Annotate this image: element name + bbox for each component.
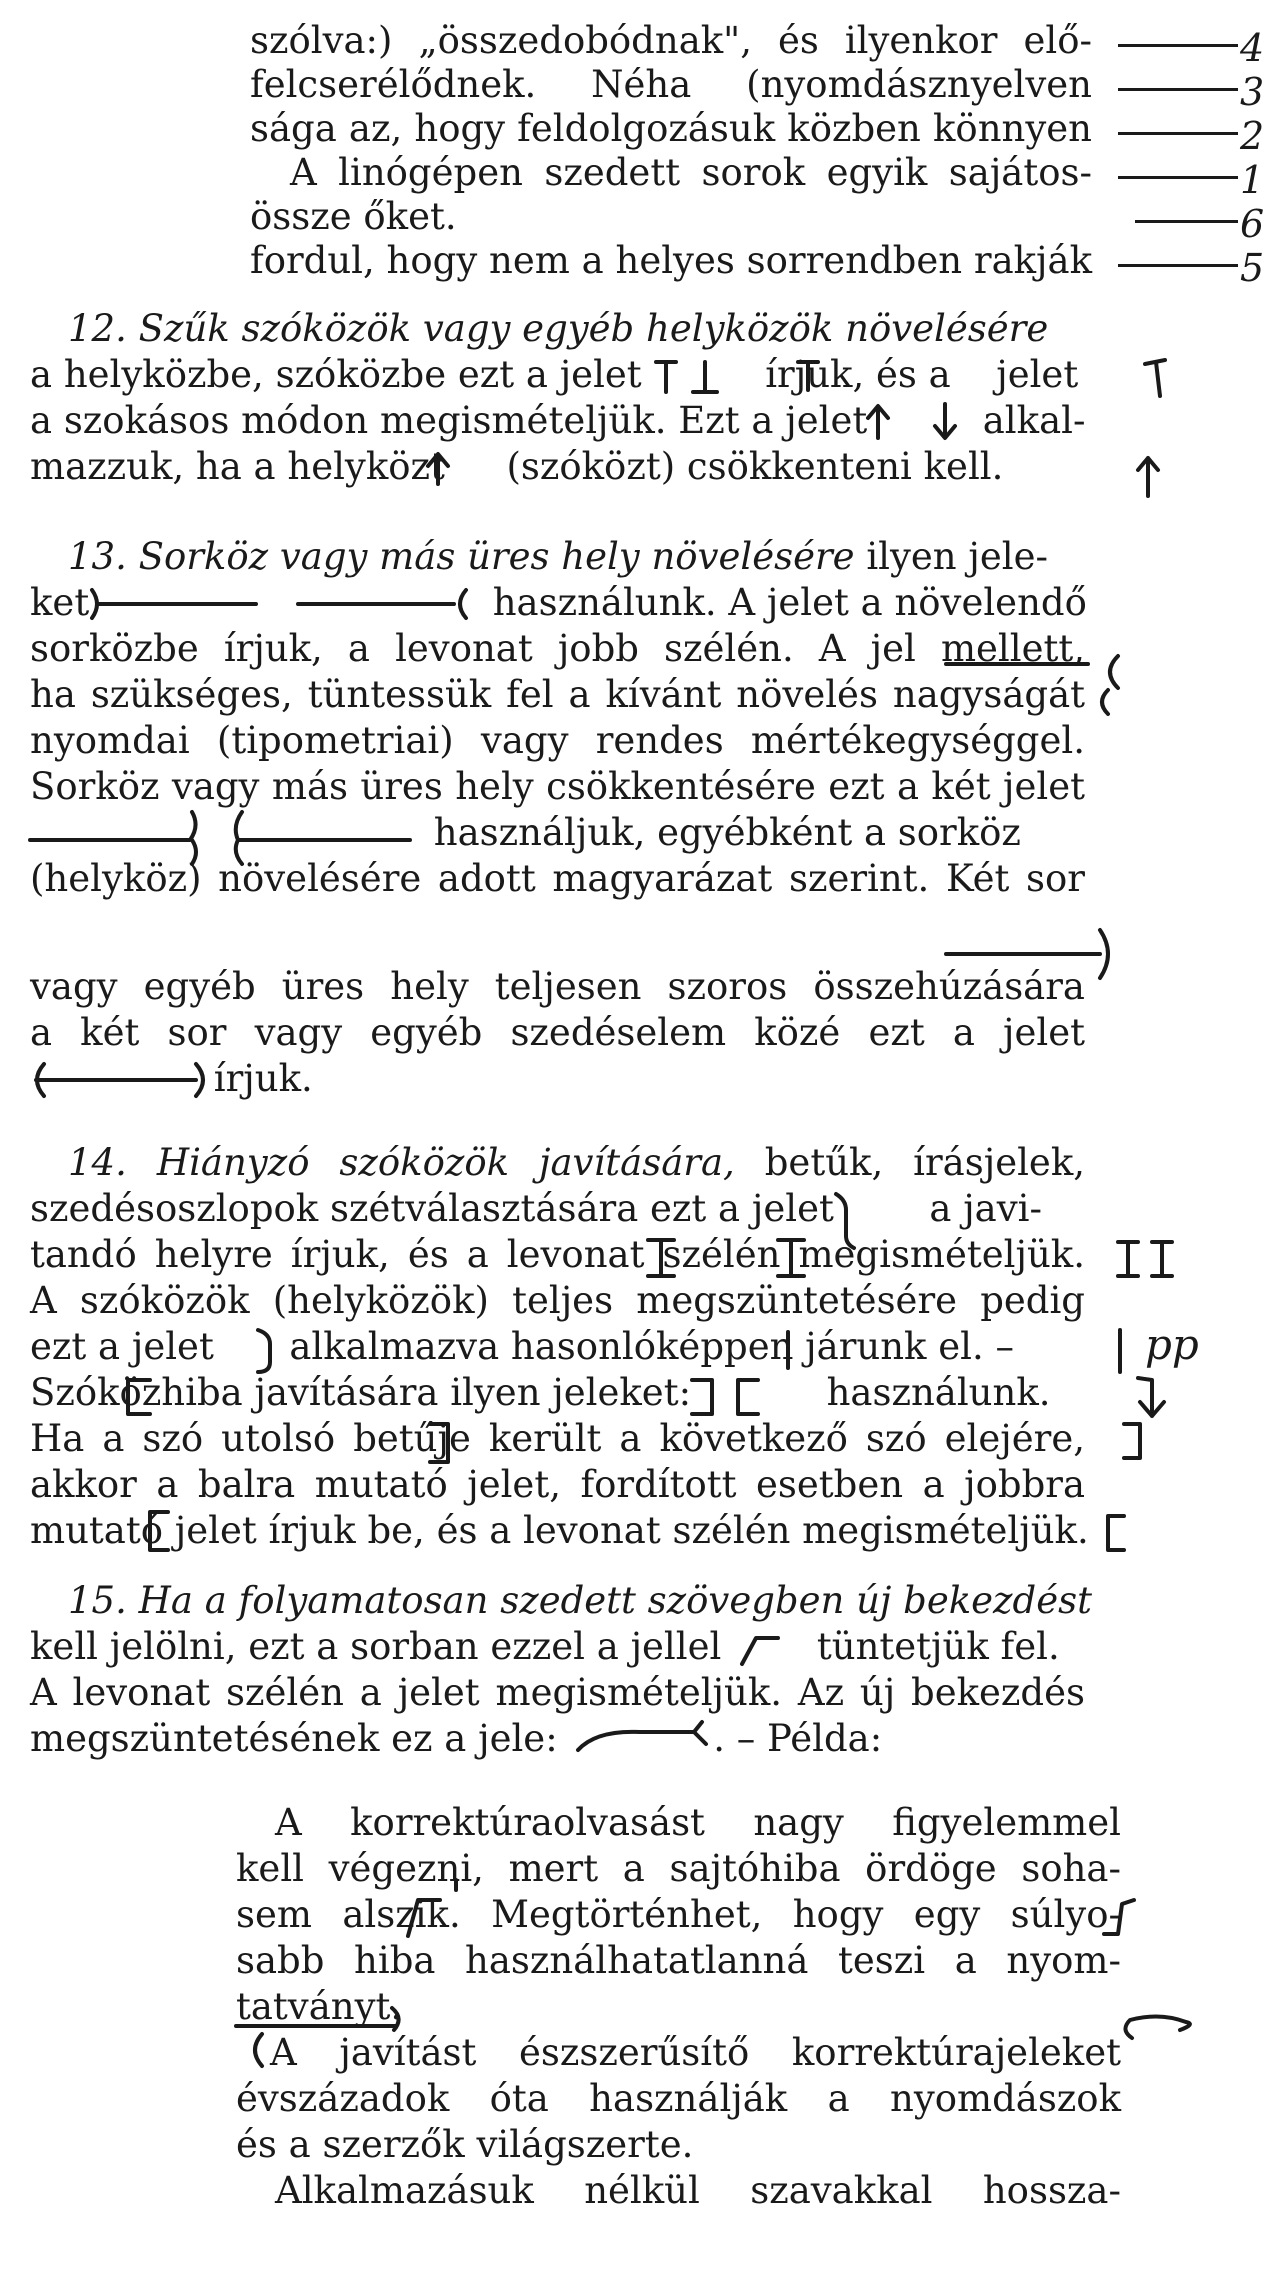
section-title: Sorköz vagy más üres hely növelésére — [138, 535, 855, 578]
section-title: Szűk szóközök vagy egyéb helyközök növelésére — [138, 307, 1049, 350]
example-line-3: sem alszik. Megtörténhet, hogy egy súlyo- — [236, 1893, 1121, 1936]
example-line-1: A korrektúraolvasást nagy figyelemmel — [275, 1801, 1121, 1844]
top-line-4: A linógépen szedett sorok egyik sajátos- — [290, 151, 1092, 194]
line-order-number: 5 — [1240, 246, 1265, 290]
text-run: a helyközbe, szóközbe ezt a jelet — [30, 353, 642, 396]
text-run: alkalmazva hasonlóképpen járunk el. – — [289, 1325, 1014, 1368]
text-run: használjuk, egyébként a sorköz — [433, 811, 1021, 854]
line-order-number: 1 — [1240, 158, 1265, 202]
example-line-5: tatványt. — [236, 1985, 403, 2028]
section-number: 15. — [68, 1579, 127, 1622]
text-run: mazzuk, ha a helyközt — [30, 445, 445, 488]
section-14-line-7: Ha a szó utolsó betűje került a következő szó elejére, — [30, 1417, 1085, 1460]
line-order-number: 6 — [1240, 202, 1265, 246]
section-14-line-4: A szóközök (helyközök) teljes megszüntetésére pedig — [30, 1279, 1085, 1322]
text-run: ezt a jelet — [30, 1325, 214, 1368]
line-order-number: 3 — [1240, 70, 1265, 114]
line-order-number: 4 — [1240, 26, 1265, 70]
text-run: jelet — [996, 353, 1079, 396]
text-run: megszüntetésének ez a jele: — [30, 1717, 558, 1760]
text-run: alkal- — [982, 399, 1086, 442]
text-run: . – Példa: — [713, 1717, 883, 1760]
example-line-9: Alkalmazásuk nélkül szavakkal hossza- — [275, 2169, 1121, 2212]
example-line-2: kell végezni, mert a sajtóhiba ördöge soha- — [236, 1847, 1121, 1890]
text-run: írjuk. — [213, 1057, 313, 1100]
top-line-1: szólva:) „összedobódnak", és ilyenkor elő- — [250, 19, 1092, 62]
section-14-line-8: akkor a balra mutató jelet, fordított esetben a jobbra — [30, 1463, 1085, 1506]
text-run: tüntetjük fel. — [816, 1625, 1060, 1668]
text-run: használunk. A jelet a növelendő — [492, 581, 1087, 624]
section-13-line-5: nyomdai (tipometriai) vagy rendes mértékegységgel. — [30, 719, 1085, 762]
run-on-mark-icon — [236, 2008, 399, 2030]
text-run: kell jelölni, ezt a sorban ezzel a jellel — [30, 1625, 722, 1668]
section-13-line-10: a két sor vagy egyéb szedéselem közé ezt a jelet — [30, 1011, 1085, 1054]
section-number: 14. — [68, 1141, 127, 1184]
run-on-mark-icon — [255, 2034, 262, 2066]
example-line-4: sabb hiba használhatatlanná teszi a nyom- — [236, 1939, 1121, 1982]
text-run: a szokásos módon megismételjük. Ezt a jelet — [30, 399, 868, 442]
section-title: Hiányzó szóközök javítására, — [156, 1141, 735, 1184]
line-order-number: 2 — [1240, 114, 1265, 158]
margin-run-on-icon — [1125, 2016, 1189, 2038]
section-14-line-3: tandó helyre írjuk, és a levonat szélén megismételjük. — [30, 1233, 1085, 1276]
top-line-5: össze őket. — [250, 195, 457, 238]
top-line-3: sága az, hogy feldolgozásuk közben könnyen — [250, 107, 1092, 150]
section-13-line-6: Sorköz vagy más üres hely csökkentésére ezt a két jelet — [30, 765, 1085, 808]
example-line-8: és a szerzők világszerte. — [236, 2123, 694, 2166]
text-run: a javi- — [929, 1187, 1042, 1230]
text-run: ilyen jele- — [866, 535, 1049, 578]
text-run: betűk, írásjelek, — [764, 1141, 1086, 1184]
new-paragraph-icon — [408, 1900, 440, 1936]
text-run: írjuk, és a — [765, 353, 951, 396]
section-13-line-3: sorközbe írjuk, a levonat jobb szélén. A jel mellett, — [30, 627, 1085, 670]
top-line-2: felcserélődnek. Néha (nyomdásznyelven — [250, 63, 1092, 106]
text-run: használunk. — [826, 1371, 1051, 1414]
section-number: 13. — [68, 535, 127, 578]
example-line-6: A javítást észszerűsítő korrektúrajeleket — [270, 2031, 1121, 2074]
text-run: (szóközt) csökkenteni kell. — [506, 445, 1004, 488]
section-13-line-8: (helyköz) növelésére adott magyarázat szerint. Két sor — [30, 857, 1085, 900]
top-line-6: fordul, hogy nem a helyes sorrendben rakják — [250, 239, 1092, 282]
section-15-line-3: A levonat szélén a jelet megismételjük. Az új bekezdés — [30, 1671, 1085, 1714]
section-13-line-9: vagy egyéb üres hely teljesen szoros összehúzására — [30, 965, 1085, 1008]
section-13-line-4: ha szükséges, tüntessük fel a kívánt növelés nagyságát — [30, 673, 1085, 716]
example-line-7: évszázadok óta használják a nyomdászok — [236, 2077, 1121, 2120]
section-title: Ha a folyamatosan szedett szövegben új bekezdést — [138, 1579, 1092, 1622]
text-run: szedésoszlopok szétválasztására ezt a jelet — [30, 1187, 834, 1230]
margin-note-pp: pp — [1145, 1320, 1199, 1369]
section-14-line-9: mutató jelet írjuk be, és a levonat szélén megismételjük. — [30, 1509, 1089, 1552]
text-run: ket — [30, 581, 90, 624]
text-run: Szóközhiba javítására ilyen jeleket: — [30, 1371, 692, 1414]
section-number: 12. — [68, 307, 127, 350]
margin-new-paragraph-icon — [1104, 1900, 1134, 1934]
